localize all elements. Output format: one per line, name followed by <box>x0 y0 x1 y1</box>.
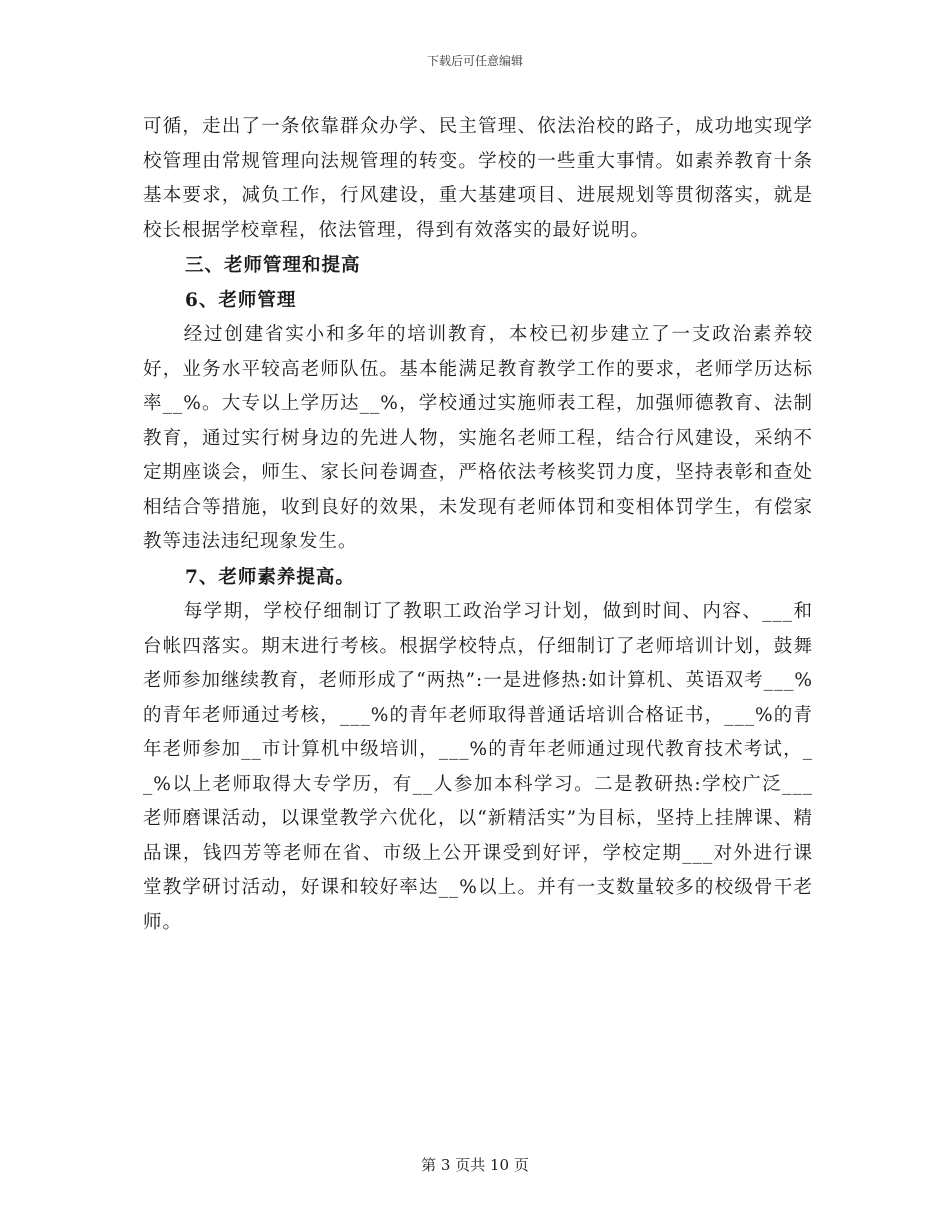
paragraph-school-governance: 可循，走出了一条依靠群众办学、民主管理、依法治校的路子，成功地实现学校管理由常规管理向法规管理的转变。学校的一些重大事情。如素养教育十条基本要求，减负工作，行风建设，重大基建项目、进展规划等贯彻落实，就是校长根据学校章程，依法管理，得到有效落实的最好说明。 <box>143 116 813 241</box>
paragraph-teacher-team: 经过创建省实小和多年的培训教育，本校已初步建立了一支政治素养较好，业务水平较高老师队伍。基本能满足教育教学工作的要求，老师学历达标率__%。大专以上学历达__%，学校通过实施师表工程，加强师德教育、法制教育，通过实行树身边的先进人物，实施名老师工程，结合行风建设，采纳不定期座谈会，师生、家长问卷调查，严格依法考核奖罚力度，坚持表彰和查处相结合等措施，收到良好的效果，未发现有老师体罚和变相体罚学生，有偿家教等违法违纪现象发生。 <box>143 324 813 552</box>
subheading-teacher-management: 6、老师管理 <box>185 289 297 311</box>
page-header-note: 下载后可任意编辑 <box>426 54 523 68</box>
page-number: 第 3 页共 10 页 <box>421 1156 529 1174</box>
document-body <box>143 110 813 940</box>
section-heading-teacher-management: 三、老师管理和提高 <box>185 255 361 276</box>
paragraph-teacher-training: 每学期，学校仔细制订了教职工政治学习计划，做到时间、内容、___和台帐四落实。期末进行考核。根据学校特点，仔细制订了老师培训计划，鼓舞老师参加继续教育，老师形成了“两热”:一是进修热:如计算机、英语双考___%的青年老师通过考核，___%的青年老师取得普通话培训合格证书，___%的青年老师参加__市计算机中级培训，___%的青年老师通过现代教育技术考试，__%以上老师取得大专学历，有__人参加本科学习。二是教研热:学校广泛___老师磨课活动，以课堂教学六优化，以“新精活实”为目标，坚持上挂牌课、精品课，钱四芳等老师在省、市级上公开课受到好评，学校定期___对外进行课堂教学研讨活动，好课和较好率达__%以上。并有一支数量较多的校级骨干老师。 <box>143 601 813 933</box>
subheading-teacher-quality: 7、老师素养提高。 <box>185 566 355 588</box>
